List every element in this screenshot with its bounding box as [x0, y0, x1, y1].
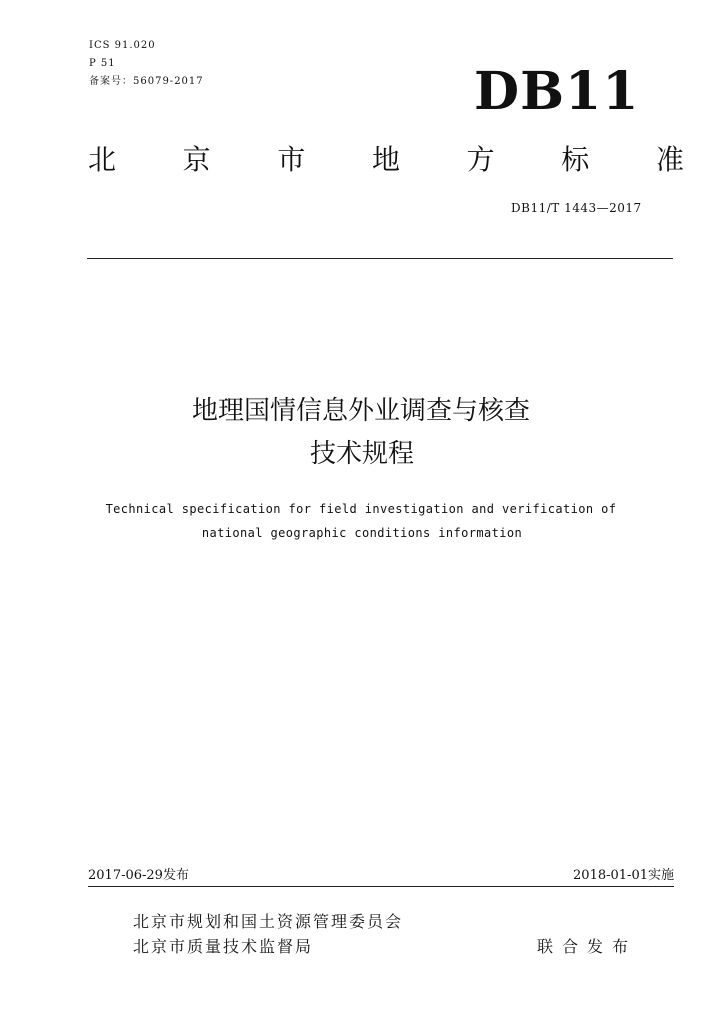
standard-type-char: 京	[182, 143, 211, 176]
top-divider	[87, 258, 673, 259]
standard-type-char: 地	[371, 143, 400, 176]
standard-type-char: 方	[466, 143, 495, 176]
record-number: 备案号：56079-2017	[89, 76, 204, 87]
bottom-divider	[88, 886, 674, 887]
title-english-line-1: Technical specification for field investigation and verification of	[105, 502, 617, 516]
standard-type-char: 北	[88, 143, 117, 176]
standard-type-char: 市	[277, 143, 306, 176]
title-chinese-line-1: 地理国情信息外业调查与核查	[191, 396, 530, 426]
standard-type-char: 准	[655, 143, 684, 176]
title-english-line-2: national geographic conditions information	[201, 526, 523, 540]
implementation-date: 2018-01-01实施	[573, 868, 674, 883]
standard-type-heading	[88, 144, 684, 176]
issuer-line-2: 北京市质量技术监督局	[133, 937, 314, 956]
ics-code: ICS 91.020	[89, 40, 156, 51]
db11-logo: DB11	[474, 61, 640, 122]
issue-date: 2017-06-29发布	[88, 868, 189, 883]
issuer-line-1: 北京市规划和国土资源管理委员会	[133, 912, 404, 931]
standard-type-char: 标	[561, 143, 590, 176]
classification-code: P 51	[89, 58, 116, 69]
standard-number: DB11/T 1443—2017	[511, 201, 642, 215]
title-chinese-line-2: 技术规程	[309, 439, 414, 469]
joint-issue-label: 联合发布	[537, 937, 638, 956]
